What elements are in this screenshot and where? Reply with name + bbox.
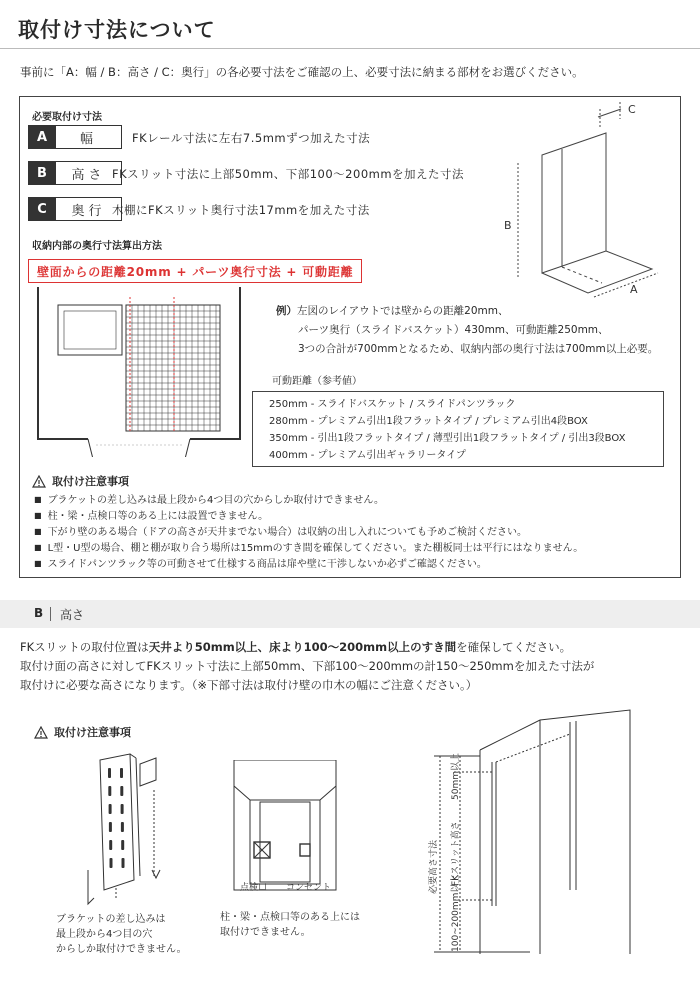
row-depth-text: 木棚にFKスリット奥行寸法17mmを加えた寸法 xyxy=(112,203,370,217)
example-block xyxy=(276,302,658,359)
movable-item: 350mm - 引出1段フラットタイプ / 薄型引出1段フラットタイプ / 引出3段BOX xyxy=(269,433,626,444)
notes-header xyxy=(32,473,129,489)
section-b-divider xyxy=(50,607,51,621)
intro-text: 事前に「A：幅 / B：高さ / C：奥行」の各必要寸法をご確認の上、必要寸法に納まる部材をお選びください。 xyxy=(20,65,584,79)
caption-bracket xyxy=(56,912,187,957)
example-line-1: 左図のレイアウトでは壁からの距離20mm、 xyxy=(297,305,509,317)
movable-item: 280mm - プレミアム引出1段フラットタイプ / プレミアム引出4段BOX xyxy=(269,416,588,427)
movable-item: 250mm - スライドバスケット / スライドパンツラック xyxy=(269,399,516,410)
row-width-text: FKレール寸法に左右7.5mmずつ加えた寸法 xyxy=(132,131,371,145)
p1-bold: 天井より50mm以上、床より100〜200mm以上のすき間 xyxy=(148,640,457,654)
label-c: C xyxy=(628,103,636,116)
badge-b: B xyxy=(28,161,56,185)
height-diagram xyxy=(420,690,690,980)
slit-bracket-illustration xyxy=(60,750,180,910)
row-height-text: FKスリット寸法に上部50mm、下部100〜200mmを加えた寸法 xyxy=(112,167,465,181)
pillar-illustration xyxy=(228,760,348,900)
layout-plan-diagram xyxy=(30,287,260,457)
section-b-paragraph-1 xyxy=(20,638,594,657)
notes-list xyxy=(34,493,583,573)
notes-b-heading: 取付け注意事項 xyxy=(54,726,131,739)
note-item: ■ 下がり壁のある場合（ドアの高さが天井までない場合）は収納の出し入れについても予めご検討ください。 xyxy=(34,525,583,541)
note-item: ■ L型・U型の場合、棚と棚が取り合う場所は15mmのすき間を確保してください。また棚板同士は平行にはなりません。 xyxy=(34,541,583,557)
badge-a: A xyxy=(28,125,56,149)
label-top-gap: 50mm以上 xyxy=(451,753,461,800)
caption-pillar-line: 取付けできません。 xyxy=(220,927,311,938)
label-b: B xyxy=(504,219,512,232)
section-b-label: 高さ xyxy=(60,608,85,622)
label-bottom-gap: 100~200mm以上 xyxy=(451,874,461,952)
depth-heading: 収納内部の奥行寸法算出方法 xyxy=(32,241,162,252)
badge-c: C xyxy=(28,197,56,221)
note-item: ■ 柱・梁・点検口等のある上には設置できません。 xyxy=(34,509,583,525)
caption-bracket-line: 最上段から4つ目の穴 xyxy=(56,929,153,940)
required-heading: 必要取付け寸法 xyxy=(32,112,102,123)
caption-bracket-line: ブラケットの差し込みは xyxy=(56,914,166,925)
section-b-paragraph-2: 取付け面の高さに対してFKスリット寸法に上部50mm、下部100〜200mmの計150〜250mmを加えた寸法が xyxy=(20,659,595,673)
abc-box-diagram xyxy=(490,97,680,307)
row-depth xyxy=(28,197,122,221)
p1-pre: FKスリットの取付位置は xyxy=(20,640,149,654)
warning-icon xyxy=(32,475,46,488)
row-width xyxy=(28,125,122,149)
label-outlet: コンセント xyxy=(286,883,332,893)
p1-post: を確保してください。 xyxy=(456,640,572,654)
label-required-height: 必要高さ寸法 xyxy=(429,839,439,894)
section-b-header xyxy=(0,600,700,628)
title-divider xyxy=(0,48,700,49)
label-slit-height: FKスリット高さ xyxy=(451,821,461,886)
badge-label-height: 高さ xyxy=(56,161,122,185)
movable-list xyxy=(252,391,664,467)
movable-heading: 可動距離（参考値） xyxy=(272,376,362,387)
notes-b-header xyxy=(34,724,131,740)
notes-heading: 取付け注意事項 xyxy=(52,475,129,488)
note-item: ■ ブラケットの差し込みは最上段から4つ目の穴からしか取付けできません。 xyxy=(34,493,583,509)
badge-label-width: 幅 xyxy=(56,125,122,149)
section-b-key: B xyxy=(34,606,44,620)
page-title: 取付け寸法について xyxy=(18,18,216,42)
example-lead: 例） xyxy=(276,305,297,317)
label-a: A xyxy=(630,283,638,296)
required-dimensions-panel xyxy=(19,96,681,578)
example-line-2: パーツ奥行（スライドバスケット）430mm、可動距離250mm、 xyxy=(298,324,609,336)
example-line-3: 3つの合計が700mmとなるため、収納内部の奥行寸法は700mm以上必要。 xyxy=(298,343,659,355)
section-b-body xyxy=(20,638,594,695)
caption-pillar xyxy=(220,910,360,940)
label-inspect: 点検口 xyxy=(240,883,268,893)
depth-formula: 壁面からの距離20mm + パーツ奥行寸法 + 可動距離 xyxy=(28,259,362,283)
section-b-paragraph-3: 取付けに必要な高さになります。（※下部寸法は取付け壁の巾木の幅にご注意ください。） xyxy=(20,678,478,692)
badge-label-depth: 奥行 xyxy=(56,197,122,221)
movable-item: 400mm - プレミアム引出ギャラリータイプ xyxy=(269,450,466,461)
caption-bracket-line: からしか取付けできません。 xyxy=(56,944,187,955)
warning-icon xyxy=(34,726,48,739)
note-item: ■ スライドパンツラック等の可動させて仕様する商品は扉や壁に干渉しないか必ずご確認ください。 xyxy=(34,557,583,573)
row-height xyxy=(28,161,122,185)
caption-pillar-line: 柱・梁・点検口等のある上には xyxy=(220,912,360,923)
